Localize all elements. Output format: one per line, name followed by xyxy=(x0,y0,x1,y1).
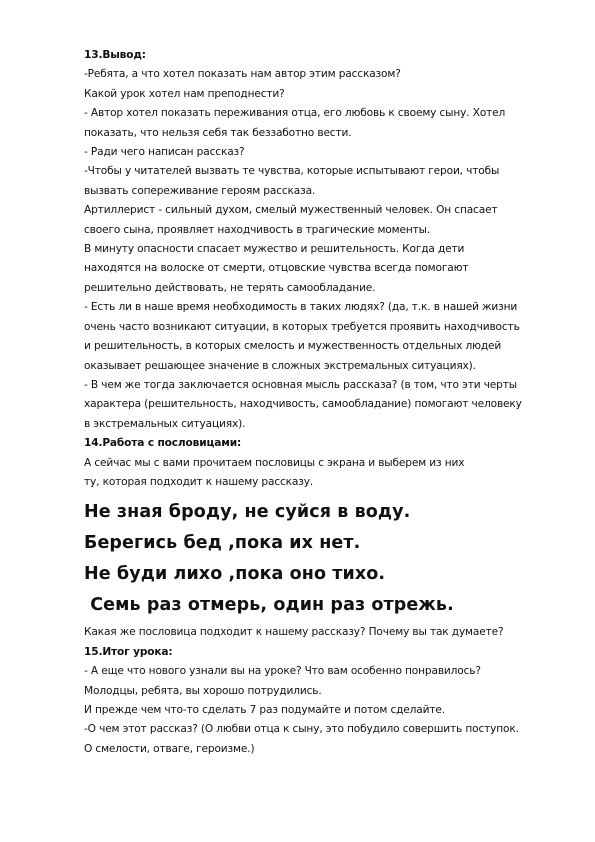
proverb: Не зная броду, не суйся в воду. xyxy=(84,502,411,523)
section-13-line: - Автор хотел показать переживания отца, его любовь к своему сыну. Хотел xyxy=(84,107,506,120)
section-13-line: и решительность, в которых смелость и мужественность отдельных людей xyxy=(84,340,502,353)
section-15-line: И прежде чем что-то сделать 7 раз подумайте и потом сделайте. xyxy=(84,703,445,716)
proverb-list xyxy=(84,497,554,621)
section-15-line: Молодцы, ребята, вы хорошо потрудились. xyxy=(84,684,322,697)
section-13-line: В минуту опасности спасает мужество и решительность. Когда дети xyxy=(84,243,465,256)
proverb-question: Какая же пословица подходит к нашему рассказу? Почему вы так думаете? xyxy=(84,626,504,639)
section-13-line: Какой урок хотел нам преподнести? xyxy=(84,87,285,100)
section-13-line: оказывает решающее значение в сложных экстремальных ситуациях). xyxy=(84,359,476,372)
section-15-heading: 15.Итог урока: xyxy=(84,645,173,658)
section-14-line: ту, которая подходит к нашему рассказу. xyxy=(84,475,314,488)
section-13-line: в экстремальных ситуациях). xyxy=(84,417,246,430)
proverb: Берегись бед ,пока их нет. xyxy=(84,533,361,554)
section-15-line: О смелости, отваге, героизме.) xyxy=(84,742,255,755)
proverb: Семь раз отмерь, один раз отрежь. xyxy=(84,595,454,616)
document-page xyxy=(84,46,554,759)
section-13-line: - Есть ли в наше время необходимость в таких людях? (да, т.к. в нашей жизни xyxy=(84,301,518,314)
section-13-line: - В чем же тогда заключается основная мысль рассказа? (в том, что эти черты xyxy=(84,378,517,391)
section-13-heading: 13.Вывод: xyxy=(84,49,146,61)
section-13-line: вызвать сопереживание героям рассказа. xyxy=(84,184,316,197)
section-13-line: - Ради чего написан рассказ? xyxy=(84,146,245,159)
section-15-line: -О чем этот рассказ? (О любви отца к сыну, это побудило совершить поступок. xyxy=(84,723,519,736)
section-13-line: -Чтобы у читателей вызвать те чувства, которые испытывают герои, чтобы xyxy=(84,165,500,178)
section-14-heading: 14.Работа с пословицами: xyxy=(84,437,242,450)
proverb: Не буди лихо ,пока оно тихо. xyxy=(84,564,386,585)
section-15-line: - А еще что нового узнали вы на уроке? Что вам особенно понравилось? xyxy=(84,665,481,678)
section-13-line: находятся на волоске от смерти, отцовские чувства всегда помогают xyxy=(84,262,469,275)
section-13-line: характера (решительность, находчивость, самообладание) помогают человеку xyxy=(84,398,522,411)
section-13-line: Артиллерист - сильный духом, смелый мужественный человек. Он спасает xyxy=(84,204,498,217)
section-13-line: -Ребята, а что хотел показать нам автор этим рассказом? xyxy=(84,68,401,81)
section-13-line: очень часто возникают ситуации, в которых требуется проявить находчивость xyxy=(84,320,520,333)
section-14-line: А сейчас мы с вами прочитаем пословицы с экрана и выберем из них xyxy=(84,456,465,469)
section-13-line: решительно действовать, не терять самообладание. xyxy=(84,281,376,294)
section-13-line: показать, что нельзя себя так беззаботно вести. xyxy=(84,126,352,139)
section-13-line: своего сына, проявляет находчивость в трагические моменты. xyxy=(84,223,431,236)
